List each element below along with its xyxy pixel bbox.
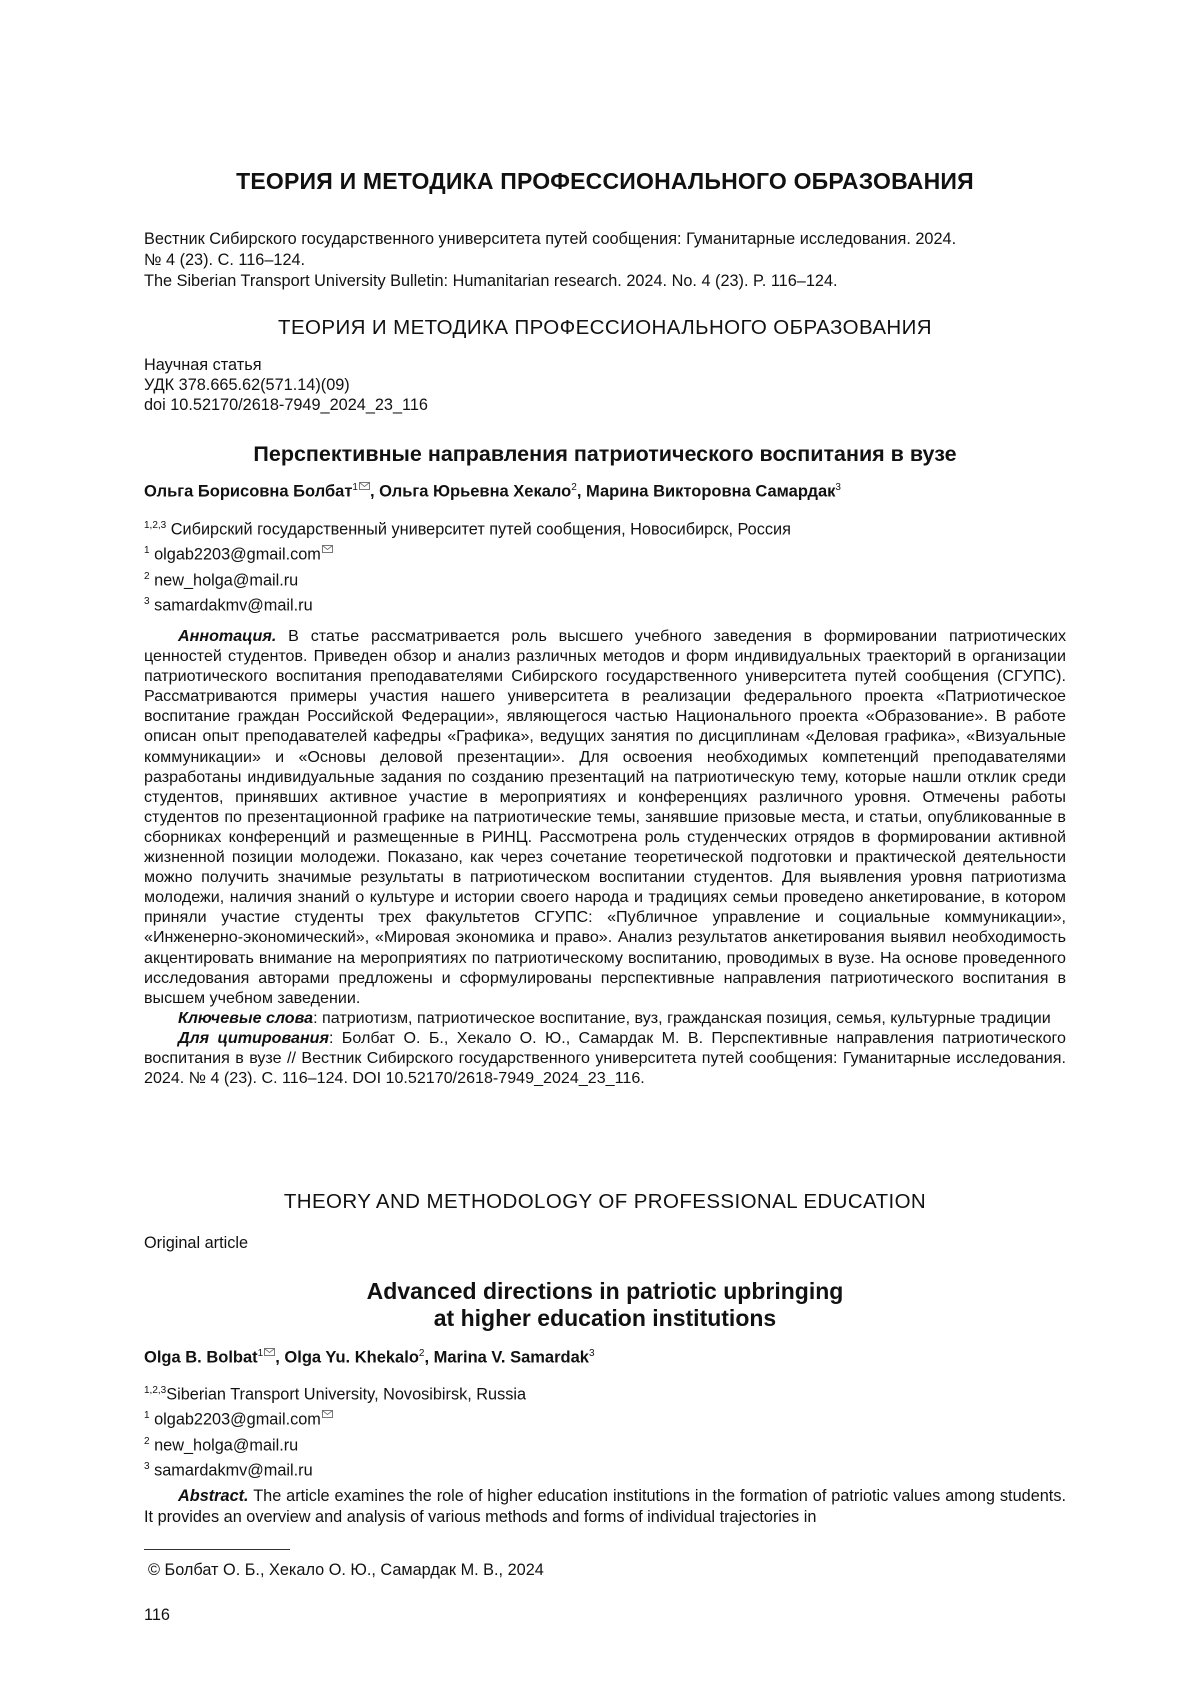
article-meta-en bbox=[144, 1233, 248, 1253]
email-row bbox=[144, 591, 791, 616]
affiliation-row bbox=[144, 515, 791, 540]
section-header: ТЕОРИЯ И МЕТОДИКА ПРОФЕССИОНАЛЬНОГО ОБРАЗОВАНИЯ bbox=[144, 168, 1066, 195]
authors-ru: Ольга Борисовна Болбат1 , Ольга Юрьевна Хекало2, Марина Викторовна Самардак3 bbox=[144, 482, 841, 502]
journal-ru-line1: Вестник Сибирского государственного университета путей сообщения: Гуманитарные исследования. 2024. bbox=[144, 229, 1066, 250]
authors-en: Olga B. Bolbat1 , Olga Yu. Khekalo2, Marina V. Samardak3 bbox=[144, 1348, 595, 1368]
udc-code: УДК 378.665.62(571.14)(09) bbox=[144, 375, 428, 395]
journal-reference bbox=[144, 229, 1066, 292]
affiliation-text: Siberian Transport University, Novosibirsk, Russia bbox=[166, 1385, 526, 1403]
email-sup: 3 bbox=[144, 596, 150, 607]
citation-label: Для цитирования bbox=[178, 1029, 329, 1047]
email-row bbox=[144, 1456, 526, 1481]
journal-ru-line2: № 4 (23). С. 116–124. bbox=[144, 250, 1066, 271]
keywords-paragraph bbox=[144, 1008, 1066, 1028]
email-link[interactable]: olgab2203@gmail.com bbox=[154, 1411, 321, 1429]
email-row bbox=[144, 540, 791, 565]
author-name: Ольга Борисовна Болбат bbox=[144, 483, 352, 501]
envelope-icon bbox=[264, 1348, 275, 1356]
email-sup: 1 bbox=[144, 545, 150, 556]
author-name: Olga Yu. Khekalo bbox=[284, 1349, 419, 1367]
affiliation-sup: 1,2,3 bbox=[144, 520, 166, 531]
abstract-text: В статье рассматривается роль высшего учебного заведения в формировании патриотических ценностей студентов. Приведен обзор и анализ различных методов и форм индивидуальных траекторий в организации патриотического воспитания преподавателями Сибирского государственного университета путей сообщения (СГУПС). Рассматриваются примеры участия нашего университета в реализации федерального проекта «Патриотическое воспитание граждан Российской Федерации», являющегося частью Национального проекта «Образование». В работе описан опыт преподавателей кафедры «Графика», ведущих занятия по дисциплинам «Деловая графика», «Визуальные коммуникации» и «Основы деловой презентации». Для освоения необходимых компетенций преподавателями разработаны индивидуальные задания по созданию презентаций на патриотическую тему, которые нашли отклик среди студентов, принявших активное участие в мероприятиях и конференциях различного уровня. Отмечены работы студентов по презентационной графике на патриотические темы, занявшие призовые места, и статьи, опубликованные в сборниках конференций и размещенные в РИНЦ. Рассмотрена роль студенческих отрядов в формировании активной жизненной позиции молодежи. Показано, как через сочетание теоретической подготовки и практической деятельности можно получить значимые результаты в патриотическом воспитании студентов. Для выявления уровня патриотизма молодежи, наличия знаний о культуре и истории своего народа и традициях семьи проведено анкетирование, в котором приняли участие студенты трех факультетов СГУПС: «Публичное управление и социальные коммуникации», «Инженерно-экономический», «Мировая экономика и право». Анализ результатов анкетирования выявил необходимость акцентировать внимание на мероприятиях по патриотическому воспитанию, проводимых в вузе. На основе проведенного исследования авторами предложены и сформулированы перспективные направления патриотического воспитания в высшем учебном заведении. bbox=[144, 627, 1066, 1007]
journal-en-line: The Siberian Transport University Bulletin: Humanitarian research. 2024. No. 4 (23). P. 116–124. bbox=[144, 271, 1066, 292]
keywords-label: Ключевые слова bbox=[178, 1009, 313, 1027]
article-meta-ru bbox=[144, 355, 428, 415]
email-link[interactable]: new_holga@mail.ru bbox=[154, 571, 298, 589]
abstract-paragraph bbox=[144, 626, 1066, 1008]
email-row bbox=[144, 1405, 526, 1430]
author-sup: 3 bbox=[835, 482, 841, 493]
envelope-icon bbox=[359, 482, 370, 490]
author-sup: 2 bbox=[571, 482, 577, 493]
author-sup: 2 bbox=[419, 1348, 425, 1359]
author-name: Olga B. Bolbat bbox=[144, 1349, 258, 1367]
abstract-paragraph bbox=[144, 1486, 1066, 1528]
abstract-text: The article examines the role of higher education institutions in the formation of patriotic values among students. It provides an overview and analysis of various methods and forms of individual trajectories in bbox=[144, 1487, 1066, 1526]
copyright-note: © Болбат О. Б., Хекало О. Ю., Самардак М. В., 2024 bbox=[148, 1561, 544, 1580]
email-link[interactable]: olgab2203@gmail.com bbox=[154, 546, 321, 564]
article-page bbox=[144, 0, 1066, 1697]
envelope-icon bbox=[322, 1410, 333, 1418]
keywords-text: : патриотизм, патриотическое воспитание, вуз, гражданская позиция, семья, культурные традиции bbox=[313, 1009, 1051, 1027]
email-row bbox=[144, 566, 791, 591]
email-sup: 2 bbox=[144, 571, 150, 582]
email-row bbox=[144, 1431, 526, 1456]
email-link[interactable]: samardakmv@mail.ru bbox=[154, 597, 313, 615]
abstract-ru bbox=[144, 626, 1066, 1088]
email-sup: 3 bbox=[144, 1461, 150, 1472]
title-line: at higher education institutions bbox=[144, 1305, 1066, 1332]
affiliation-text: Сибирский государственный университет путей сообщения, Новосибирск, Россия bbox=[171, 520, 791, 538]
envelope-icon bbox=[322, 545, 333, 553]
article-type-ru: Научная статья bbox=[144, 355, 428, 375]
abstract-label: Аннотация. bbox=[178, 627, 276, 645]
author-name: Ольга Юрьевна Хекало bbox=[379, 483, 571, 501]
author-sup: 3 bbox=[589, 1348, 595, 1359]
affiliation-sup: 1,2,3 bbox=[144, 1385, 166, 1396]
rubric-en: THEORY AND METHODOLOGY OF PROFESSIONAL EDUCATION bbox=[144, 1190, 1066, 1214]
email-link[interactable]: samardakmv@mail.ru bbox=[154, 1462, 313, 1480]
affiliation-row bbox=[144, 1380, 526, 1405]
author-sup: 1 bbox=[258, 1348, 264, 1359]
citation-text: : Болбат О. Б., Хекало О. Ю., Самардак М. В. Перспективные направления патриотического воспитания в вузе // Вестник Сибирского государственного университета путей сообщения: Гуманитарные исследования. 2024. № 4 (23). С. 116–124. DOI 10.52170/2618-7949_2024_23_116. bbox=[144, 1029, 1066, 1087]
article-title-en bbox=[144, 1278, 1066, 1332]
title-line: Advanced directions in patriotic upbringing bbox=[144, 1278, 1066, 1305]
footnote-divider bbox=[144, 1549, 290, 1550]
affiliations-ru bbox=[144, 515, 791, 617]
author-sup: 1 bbox=[352, 482, 358, 493]
doi: doi 10.52170/2618-7949_2024_23_116 bbox=[144, 395, 428, 415]
email-sup: 1 bbox=[144, 1410, 150, 1421]
rubric-ru: ТЕОРИЯ И МЕТОДИКА ПРОФЕССИОНАЛЬНОГО ОБРАЗОВАНИЯ bbox=[144, 316, 1066, 340]
author-name: Marina V. Samardak bbox=[434, 1349, 589, 1367]
citation-paragraph bbox=[144, 1028, 1066, 1088]
page-number: 116 bbox=[144, 1606, 170, 1625]
abstract-label: Abstract. bbox=[178, 1487, 249, 1505]
email-sup: 2 bbox=[144, 1436, 150, 1447]
article-type-en: Original article bbox=[144, 1233, 248, 1253]
author-name: Марина Викторовна Самардак bbox=[586, 483, 835, 501]
article-title-ru: Перспективные направления патриотического воспитания в вузе bbox=[144, 442, 1066, 467]
email-link[interactable]: new_holga@mail.ru bbox=[154, 1436, 298, 1454]
abstract-en bbox=[144, 1486, 1066, 1528]
affiliations-en bbox=[144, 1380, 526, 1482]
